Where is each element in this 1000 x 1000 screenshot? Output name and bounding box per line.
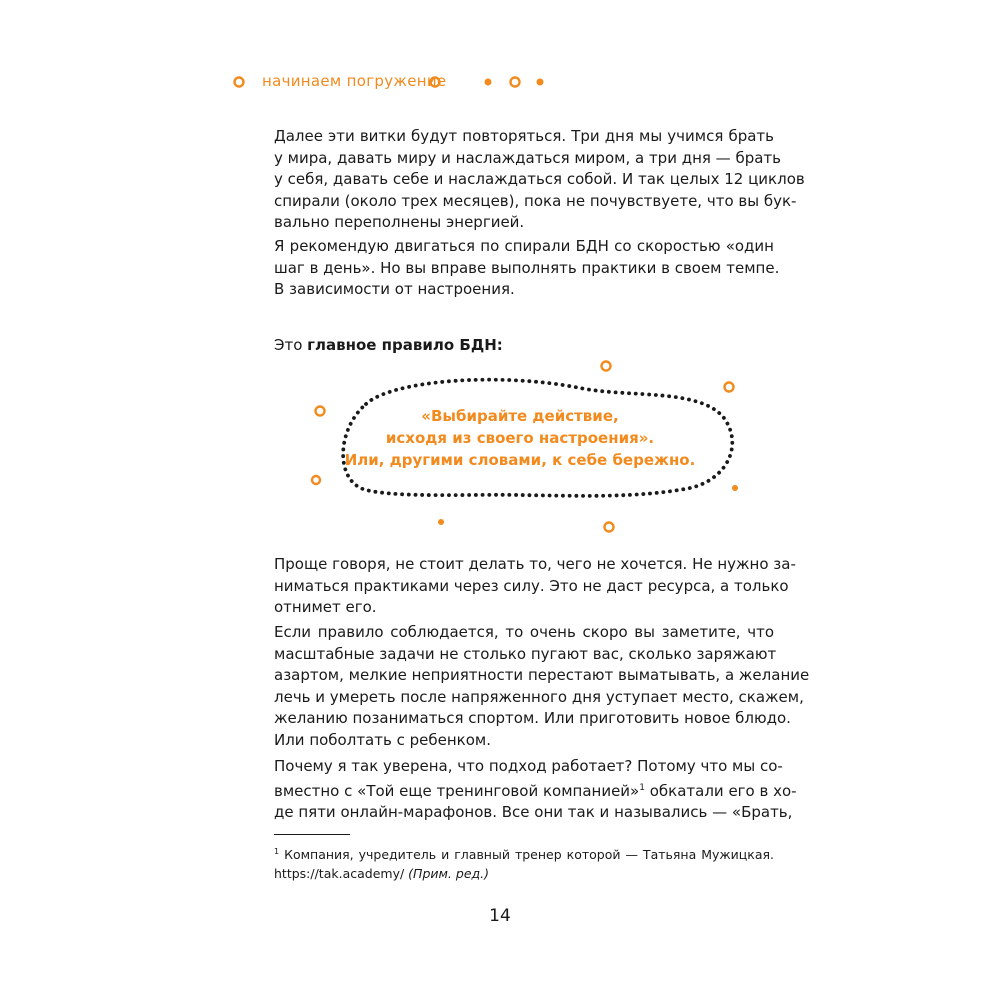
- rule-lead: [274, 336, 503, 354]
- paragraph: [274, 554, 796, 619]
- bubble-dot-icon: [438, 519, 444, 525]
- footnote-marker: 1: [274, 847, 280, 856]
- text-line: [274, 778, 797, 803]
- text-line: желанию позаниматься спортом. Или приготовить новое блюдо.: [274, 709, 791, 727]
- text-fragment: обкатали его в хо-: [644, 781, 797, 800]
- bubble-dot-icon: [732, 485, 738, 491]
- quote-callout: [340, 405, 700, 471]
- paragraph: [274, 622, 810, 751]
- text-line: шаг в день». Но вы вправе выполнять практики в своем темпе.: [274, 258, 780, 277]
- text-line: В зависимости от настроения.: [274, 280, 515, 298]
- text-line: де пяти онлайн-марафонов. Все они так и назывались — «Брать,: [274, 803, 793, 821]
- text-line: спирали (около трех месяцев), пока не почувствуете, что вы бук-: [274, 191, 797, 210]
- quote-line: «Выбирайте действие,: [421, 407, 619, 425]
- footnote-editor-note: (Прим. ред.): [408, 866, 490, 882]
- text-line: лечь и умереть после напряженного дня уступает место, скажем,: [274, 687, 804, 706]
- text-line: азартом, мелкие неприятности перестают выматывать, а желание: [274, 666, 810, 684]
- text-line: масштабные задачи не столько пугают вас, сколько заряжают: [274, 644, 777, 663]
- bubble-ring-icon: [605, 523, 614, 532]
- text-line: Далее эти витки будут повторяться. Три дня мы учимся брать: [274, 127, 774, 145]
- footnote-url[interactable]: https://tak.academy/: [274, 866, 405, 882]
- footnote-line: [274, 864, 774, 883]
- header-dot-icon: [537, 79, 544, 86]
- paragraph: [274, 126, 805, 234]
- bubble-ring-icon: [312, 476, 320, 484]
- text-line: у себя, давать себе и наслаждаться собой. И так целых 12 циклов: [274, 170, 805, 188]
- page-number: 14: [489, 906, 511, 926]
- header-dot-icon: [485, 79, 492, 86]
- paragraph: [274, 236, 780, 301]
- text-line: у мира, давать миру и наслаждаться миром, а три дня — брать: [274, 148, 781, 167]
- text-fragment: вместно с «Той еще тренинговой компанией»: [274, 781, 640, 800]
- footnote-ref[interactable]: 1: [639, 782, 645, 793]
- text-line: отнимет его.: [274, 598, 377, 616]
- text-line: Почему я так уверена, что подход работает? Потому что мы со-: [274, 757, 783, 775]
- header-ring-icon: [235, 78, 244, 87]
- text-line: Если правило соблюдается, то очень скоро вы заметите, что: [274, 623, 774, 641]
- text-line: ниматься практиками через силу. Это не даст ресурса, а только: [274, 576, 789, 595]
- rule-lead-prefix: Это: [274, 336, 308, 354]
- footnote-text: Компания, учредитель и главный тренер которой — Татьяна Мужицкая.: [279, 847, 774, 863]
- header-ring-icon: [511, 78, 520, 87]
- paragraph: [274, 756, 797, 824]
- bubble-ring-icon: [602, 362, 611, 371]
- quote-line: исходя из своего настроения».: [385, 429, 655, 447]
- quote-line: Или, другими словами, к себе бережно.: [344, 451, 696, 469]
- footnote-divider: [274, 834, 350, 835]
- bubble-ring-icon: [316, 407, 325, 416]
- text-line: Или поболтать с ребенком.: [274, 730, 491, 749]
- footnote-line: [274, 842, 774, 864]
- text-line: вально переполнены энергией.: [274, 213, 525, 231]
- section-title: начинаем погружение: [262, 72, 447, 90]
- text-line: Я рекомендую двигаться по спирали БДН со скоростью «один: [274, 237, 774, 255]
- text-line: Проще говоря, не стоит делать то, чего не хочется. Не нужно за-: [274, 555, 796, 573]
- bubble-ring-icon: [725, 383, 734, 392]
- footnote: [274, 842, 774, 883]
- rule-lead-bold: главное правило БДН:: [307, 336, 503, 354]
